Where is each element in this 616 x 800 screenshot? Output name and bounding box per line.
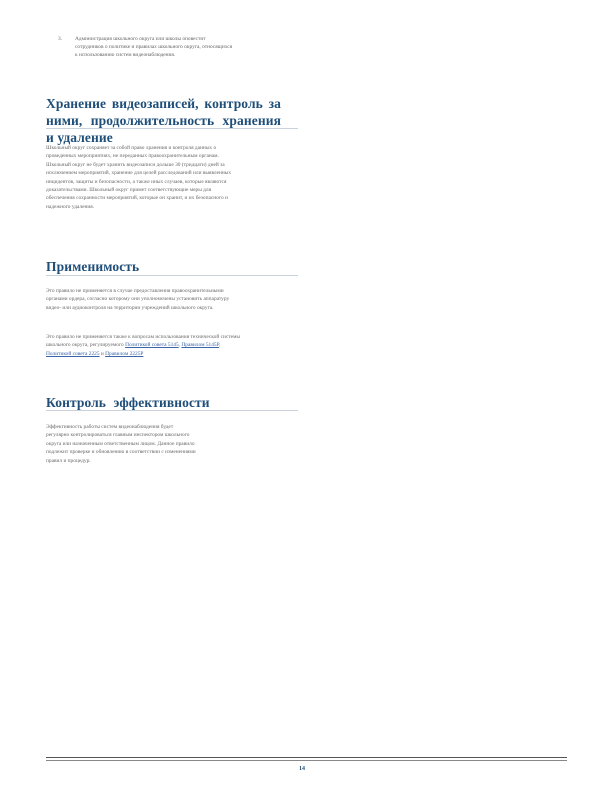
link-rule-2225r[interactable]: Правилом 2225Р	[105, 350, 144, 357]
section-body-retention	[46, 144, 236, 211]
section-divider	[46, 128, 298, 129]
paragraph-text: Это правило не применяется также к вопросам использования технической системы школьного округа, регулируемого	[46, 334, 241, 349]
section-heading-effectiveness: Контроль эффективности	[46, 395, 210, 410]
separator: ,	[218, 342, 221, 349]
section-heading-applicability: Применимость	[46, 259, 140, 274]
list-number: 3.	[58, 36, 63, 42]
paragraph: Это правило не применяется в случае предоставления правоохранительными органами ордера, согласно которому они уполномочены установить аппаратуру видео- или аудиоконтроля на территории учреждений школьного округа.	[46, 288, 230, 311]
section-divider	[46, 410, 298, 411]
link-policy-2225[interactable]: Политикой совета 2225	[46, 350, 100, 357]
footer-rule	[46, 760, 567, 761]
list-text: Администрация школьного округа или школы оповестит сотрудников о политике и правилах школьного округа, относящихся к использованию систем видеонаблюдения.	[75, 36, 233, 59]
page-number: 14	[299, 766, 305, 772]
link-rule-5145r[interactable]: Правилом 5145Р	[181, 342, 219, 349]
separator: ,	[178, 342, 181, 349]
section-divider	[46, 275, 298, 276]
section-body-applicability-1	[46, 287, 236, 312]
conjunction: и	[100, 350, 104, 357]
section-body-applicability-2	[46, 333, 246, 358]
section-body-effectiveness	[46, 423, 196, 465]
footer-rule	[46, 757, 567, 758]
section-heading-retention: Хранение видеозаписей, контроль за ними, продолжительность хранения и удаление	[46, 96, 281, 145]
paragraph	[46, 333, 246, 358]
link-policy-5145[interactable]: Политикой совета 5145	[125, 342, 179, 349]
paragraph: Школьный округ сохраняет за собой право хранения и контроля данных о проведенных мероприятиях, не переданных правоохранительным органам. Школьный округ не будет хранить видеозаписи дольше 30 (тридцати) дней за исключением мероприятий, хранение для целей расследований или выявленных инцидентов, защиты и безопасности, а также иных случаев, которые являются доказательствами. Школьный округ примет соответствующие меры для обеспечения сохранности мероприятий, которые он хранит, и их безопасного и надежного удаления.	[46, 145, 232, 210]
paragraph: Эффективность работы систем видеонаблюдения будет регулярно контролироваться главным инспектором школьного округа или назначенным ответственным лицом. Данное правило подлежит проверке и обновлению в соответствии с изменениями правил и процедур.	[46, 424, 196, 464]
